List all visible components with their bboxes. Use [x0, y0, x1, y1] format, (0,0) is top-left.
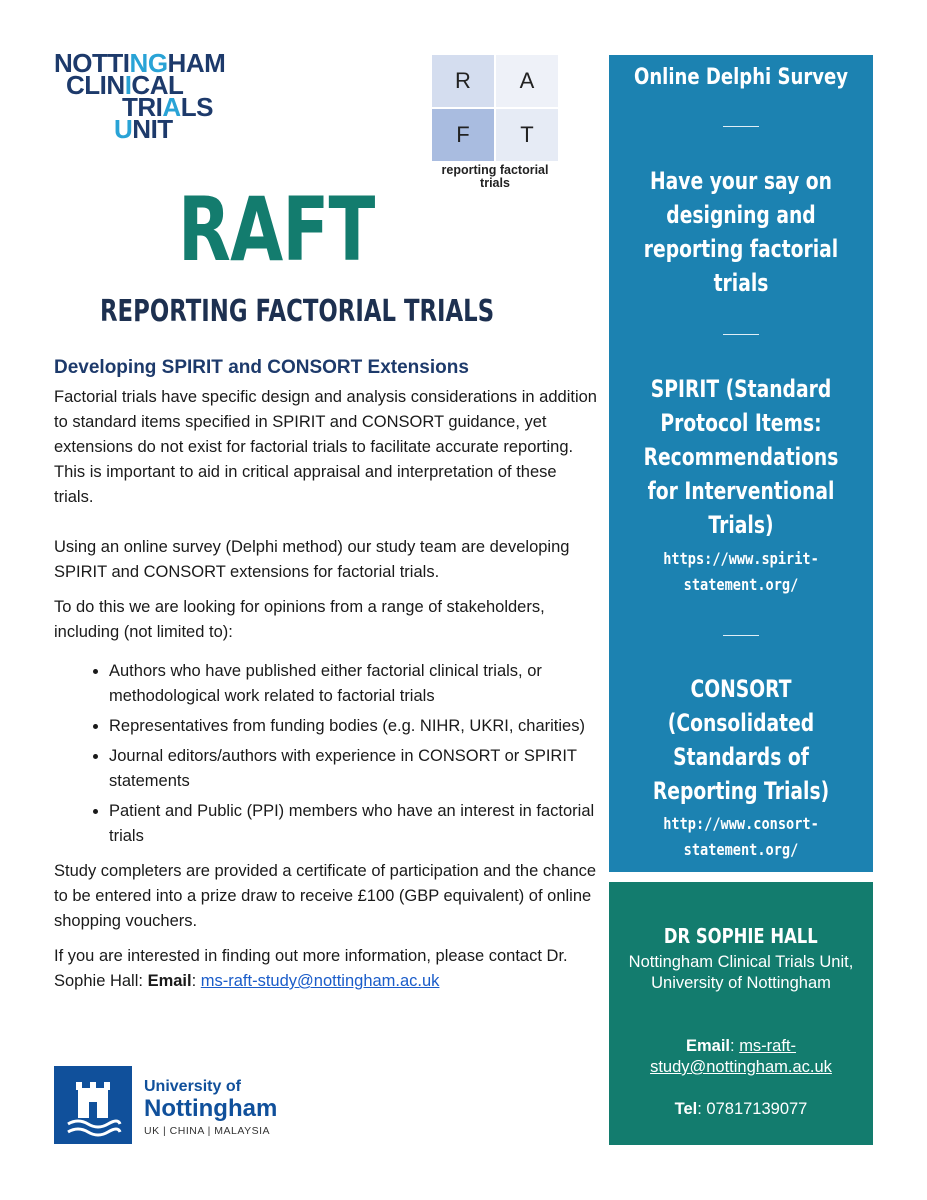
raft-caption-line2: trials [480, 176, 510, 190]
completers-paragraph: Study completers are provided a certificate of participation and the chance to be entered into a prize draw to receive £100 (GBP equivalent) of online shopping vouchers. [54, 862, 597, 930]
spirit-line: Protocol Items: [660, 409, 822, 437]
spirit-line: Recommendations [643, 443, 839, 471]
nctu-logo-line4: UNIT [114, 114, 173, 144]
nctu-logo-line1: NOTTINGHAM [54, 48, 226, 78]
contact-card [609, 882, 873, 1145]
tel-value: 07817139077 [706, 1100, 808, 1118]
contact-card-email-link[interactable]: ms-raft-study@nottingham.ac.uk [650, 1037, 832, 1076]
spirit-block [609, 372, 873, 542]
stakeholder-list [54, 659, 599, 849]
divider [723, 126, 759, 127]
raft-cell-r: R [432, 55, 494, 107]
consort-line: Standards of [673, 743, 809, 771]
spirit-url-line: statement.org/ [683, 575, 799, 594]
section-heading: Developing SPIRIT and CONSORT Extensions [54, 357, 469, 378]
contact-tel-block: Tel: 07817139077 [674, 1100, 808, 1118]
cta-block [609, 164, 873, 300]
nctu-logo-line2: CLINICAL [66, 70, 184, 100]
contact-email-label: Email [147, 972, 192, 990]
consort-line: CONSORT [690, 675, 792, 703]
contact-email-block: Email: ms-raft-study@nottingham.ac.uk [650, 1037, 832, 1076]
uon-logo [54, 1066, 314, 1146]
survey-paragraph: Using an online survey (Delphi method) our study team are developing SPIRIT and CONSORT extensions for factorial trials. [54, 538, 570, 581]
divider [723, 635, 759, 636]
consort-url-line: http://www.consort- [663, 814, 819, 833]
contact-affiliation: Nottingham Clinical Trials Unit, University of Nottingham [628, 953, 854, 992]
consort-line: Reporting Trials) [652, 777, 830, 805]
contact-paragraph: If you are interested in finding out more information, please contact Dr. Sophie Hall: Email: ms-raft-study@nottingham.ac.uk [54, 947, 568, 990]
raft-cell-a: A [496, 55, 558, 107]
list-item: • Journal editors/authors with experience in CONSORT or SPIRIT statements [109, 744, 599, 794]
castle-shield-icon [54, 1066, 132, 1144]
raft-logo-caption [428, 164, 562, 190]
spirit-line: for Interventional [647, 477, 835, 505]
spirit-url[interactable] [609, 546, 873, 598]
uon-wordmark [144, 1078, 277, 1140]
spirit-url-line: https://www.spirit- [663, 549, 819, 568]
contact-name: DR SOPHIE HALL [664, 924, 818, 948]
consort-url-line: statement.org/ [683, 840, 799, 859]
raft-cell-f: F [432, 109, 494, 161]
nctu-logo [54, 48, 254, 144]
contact-email-link[interactable]: ms-raft-study@nottingham.ac.uk [200, 972, 440, 990]
uon-line3: UK | CHINA | MALAYSIA [144, 1125, 271, 1137]
raft-grid-logo [432, 55, 558, 161]
panel-title: Online Delphi Survey [633, 65, 848, 90]
consort-line: (Consolidated [667, 709, 815, 737]
uon-line2: Nottingham [144, 1095, 278, 1122]
main-content [54, 355, 599, 994]
email-label: Email [685, 1037, 731, 1055]
tel-label: Tel [674, 1100, 698, 1118]
raft-cell-t: T [496, 109, 558, 161]
consort-block [609, 672, 873, 808]
subheadline: REPORTING FACTORIAL TRIALS [100, 294, 495, 329]
contact-prefix: If you are interested in finding out more information, please contact Dr. Sophie Hall: [54, 947, 568, 990]
cta-line: reporting factorial [643, 235, 839, 263]
stakeholders-intro: To do this we are looking for opinions from a range of stakeholders, including (not limited to): [54, 598, 545, 641]
cta-line: trials [713, 269, 769, 297]
headline: RAFT [178, 178, 375, 281]
spirit-line: SPIRIT (Standard [650, 375, 832, 403]
list-item: • Authors who have published either factorial clinical trials, or methodological work related to factorial trials [109, 659, 599, 709]
intro-paragraph: Factorial trials have specific design and analysis considerations in addition to standard items specified in SPIRIT and CONSORT guidance, yet extensions do not exist for factorial trials to facilitate accurate reporting. This is important to aid in critical appraisal and interpretation of these trials. [54, 388, 597, 506]
uon-line1: University of [144, 1078, 241, 1095]
divider [723, 334, 759, 335]
raft-caption-line1: reporting factorial [441, 163, 549, 177]
cta-line: designing and [666, 201, 816, 229]
survey-panel [609, 55, 873, 872]
list-item: • Representatives from funding bodies (e.g. NIHR, UKRI, charities) [109, 714, 599, 739]
spirit-line: Trials) [708, 511, 774, 539]
nctu-logo-line3: TRIALS [122, 92, 213, 122]
list-item: • Patient and Public (PPI) members who have an interest in factorial trials [109, 799, 599, 849]
consort-url[interactable] [609, 811, 873, 863]
cta-line: Have your say on [650, 167, 832, 195]
